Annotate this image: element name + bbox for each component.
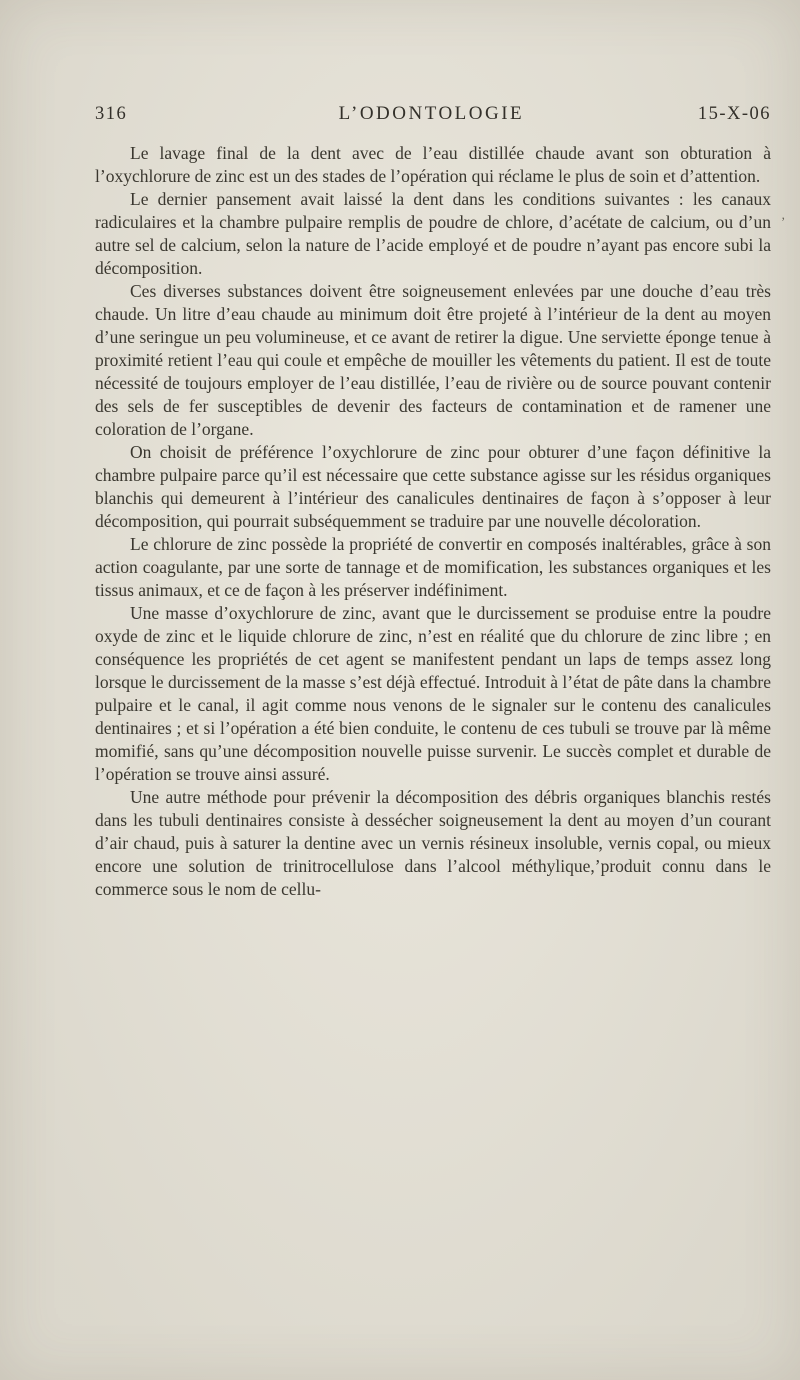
paragraph: Le lavage final de la dent avec de l’eau distillée chaude avant son obturation à l’oxychlorure de zinc est un des stades de l’opération qui réclame le plus de soin et d’attention. xyxy=(95,143,771,186)
paragraph: Une autre méthode pour prévenir la décomposition des débris organiques blanchis restés dans les tubuli dentinaires consiste à dessécher soigneusement la dent au moyen d’un courant d’air chaud, puis à saturer la dentine avec un vernis résineux insoluble, vernis copal, ou mieux encore une solution de trinitrocellulose dans l’alcool méthylique,’produit connu dans le commerce sous le nom de cellu- xyxy=(95,787,771,899)
paragraph: Le chlorure de zinc possède la propriété de convertir en composés inaltérables, grâce à son action coagulante, par une sorte de tannage et de momification, les substances organiques et les tissus animaux, et ce de façon à les préserver indéfiniment. xyxy=(95,534,771,600)
page-body xyxy=(95,142,771,901)
journal-title: L’ODONTOLOGIE xyxy=(338,103,525,124)
paragraph: Une masse d’oxychlorure de zinc, avant que le durcissement se produise entre la poudre oxyde de zinc et le liquide chlorure de zinc, n’est en réalité que du chlorure de zinc libre ; en conséquence les propriétés de cet agent se manifestent pendant un laps de temps assez long lorsque le durcissement de la masse s’est déjà effectué. Introduit à l’état de pâte dans la chambre pulpaire et le canal, il agit comme nous venons de le signaler sur le contenu des canalicules dentinaires ; et si l’opération a été bien conduite, le contenu de ces tubuli se trouve par là même momifié, sans qu’une décomposition nouvelle puisse survenir. Le succès complet et durable de l’opération se trouve ainsi assuré. xyxy=(95,603,771,784)
page-content xyxy=(95,103,771,901)
paragraph: Le dernier pansement avait laissé la dent dans les conditions suivantes : les canaux radiculaires et la chambre pulpaire remplis de poudre de chlore, d’acétate de calcium, ou d’un autre sel de calcium, selon la nature de l’acide employé et de poudre n’ayant pas encore subi la décomposition. xyxy=(95,189,771,278)
paragraph: Ces diverses substances doivent être soigneusement enlevées par une douche d’eau très chaude. Un litre d’eau chaude au minimum doit être projeté à l’intérieur de la dent au moyen d’une seringue un peu volumineuse, et ce avant de retirer la digue. Une serviette éponge tenue à proximité retient l’eau qui coule et empêche de mouiller les vêtements du patient. Il est de toute nécessité de toujours employer de l’eau distillée, l’eau de rivière ou de source pouvant contenir des sels de fer susceptibles de devenir des facteurs de contamination et de ramener une coloration de l’organe. xyxy=(95,281,771,439)
issue-date: 15-X-06 xyxy=(697,104,771,124)
page-number: 316 xyxy=(95,104,128,124)
running-header xyxy=(95,103,771,125)
print-artifact-mark: ’ xyxy=(781,214,786,229)
paragraph: On choisit de préférence l’oxychlorure de zinc pour obturer d’une façon définitive la chambre pulpaire parce qu’il est nécessaire que cette substance agisse sur les résidus organiques blanchis qui demeurent à l’intérieur des canalicules dentinaires de façon à s’opposer à leur décomposition, qui pourrait subséquemment se traduire par une nouvelle décoloration. xyxy=(95,442,771,531)
